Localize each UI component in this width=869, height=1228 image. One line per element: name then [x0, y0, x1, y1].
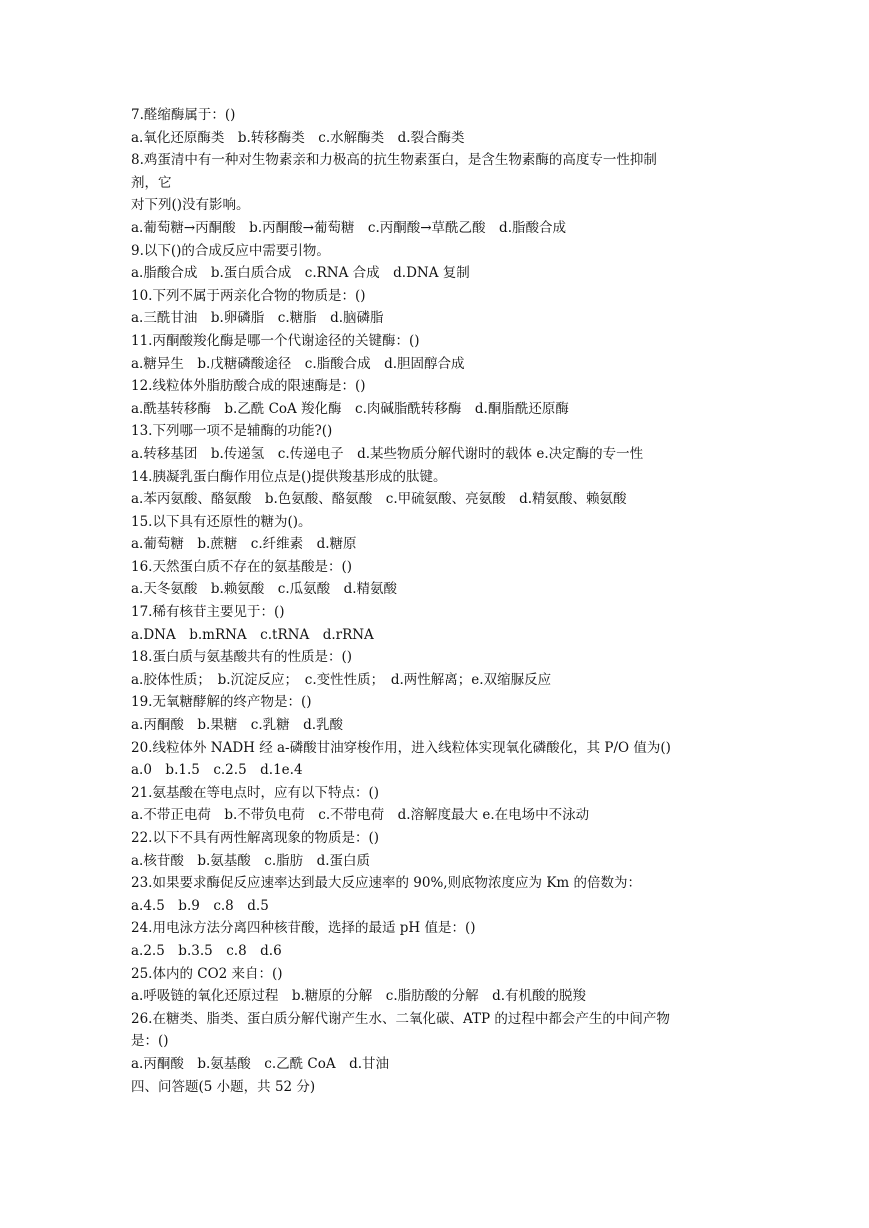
question-23: 23.如果要求酶促反应速率达到最大反应速率的 90%,则底物浓度应为 Km 的倍数为：: [131, 875, 642, 892]
question-11: 11.丙酮酸羧化酶是哪一个代谢途径的关键酶：(): [131, 332, 420, 349]
options-26: a.丙酮酸 b.氨基酸 c.乙酰 CoA d.甘油: [131, 1055, 390, 1072]
options-9: a.脂酸合成 b.蛋白质合成 c.RNA 合成 d.DNA 复制: [131, 265, 470, 282]
options-24: a.2.5 b.3.5 c.8 d.6: [131, 942, 282, 959]
options-10: a.三酰甘油 b.卵磷脂 c.糖脂 d.脑磷脂: [131, 310, 384, 327]
question-8-cont-1: 剂，它: [131, 174, 172, 191]
question-10: 10.下列不属于两亲化合物的物质是：(): [131, 287, 366, 304]
question-8: 8.鸡蛋清中有一种对生物素亲和力极高的抗生物素蛋白，是含生物素酶的高度专一性抑制: [131, 152, 657, 169]
question-18: 18.蛋白质与氨基酸共有的性质是：(): [131, 649, 353, 666]
question-20: 20.线粒体外 NADH 经 a-磷酸甘油穿梭作用，进入线粒体实现氧化磷酸化，其 P/O 值为(): [131, 739, 671, 756]
question-19: 19.无氧糖酵解的终产物是：(): [131, 694, 312, 711]
section-heading: 四、问答题(5 小题，共 52 分): [131, 1078, 316, 1095]
options-11: a.糖异生 b.戊糖磷酸途径 c.脂酸合成 d.胆固醇合成: [131, 355, 465, 372]
options-16: a.天冬氨酸 b.赖氨酸 c.瓜氨酸 d.精氨酸: [131, 581, 398, 598]
options-18: a.胶体性质； b.沉淀反应； c.变性性质； d.两性解离；e.双缩脲反应: [131, 671, 552, 688]
question-26: 26.在糖类、脂类、蛋白质分解代谢产生水、二氧化碳、ATP 的过程中都会产生的中间产物: [131, 1010, 670, 1027]
question-16: 16.天然蛋白质不存在的氨基酸是：(): [131, 558, 353, 575]
options-25: a.呼吸链的氧化还原过程 b.糖原的分解 c.脂肪酸的分解 d.有机酸的脱羧: [131, 988, 587, 1005]
options-21: a.不带正电荷 b.不带负电荷 c.不带电荷 d.溶解度最大 e.在电场中不泳动: [131, 807, 590, 824]
options-20: a.0 b.1.5 c.2.5 d.1e.4: [131, 762, 303, 779]
question-14: 14.胰凝乳蛋白酶作用位点是()提供羧基形成的肽键。: [131, 468, 447, 485]
options-22: a.核苷酸 b.氨基酸 c.脂肪 d.蛋白质: [131, 852, 371, 869]
question-15: 15.以下具有还原性的糖为()。: [131, 513, 312, 530]
options-15: a.葡萄糖 b.蔗糖 c.纤维素 d.糖原: [131, 536, 357, 553]
question-9: 9.以下()的合成反应中需要引物。: [131, 242, 330, 259]
question-list: [131, 104, 791, 1098]
options-19: a.丙酮酸 b.果糖 c.乳糖 d.乳酸: [131, 717, 344, 734]
question-25: 25.体内的 CO2 来自：(): [131, 965, 283, 982]
question-17: 17.稀有核苷主要见于：(): [131, 604, 285, 621]
options-17: a.DNA b.mRNA c.tRNA d.rRNA: [131, 626, 374, 643]
question-8-cont-2: 对下列()没有影响。: [131, 197, 250, 214]
options-14: a.苯丙氨酸、酪氨酸 b.色氨酸、酪氨酸 c.甲硫氨酸、亮氨酸 d.精氨酸、赖氨酸: [131, 491, 627, 508]
question-12: 12.线粒体外脂肪酸合成的限速酶是：(): [131, 378, 366, 395]
question-24: 24.用电泳方法分离四种核苷酸，选择的最适 pH 值是：(): [131, 920, 476, 937]
question-21: 21.氨基酸在等电点时，应有以下特点：(): [131, 784, 380, 801]
options-13: a.转移基团 b.传递氢 c.传递电子 d.某些物质分解代谢时的载体 e.决定酶的专一性: [131, 445, 644, 462]
options-12: a.酰基转移酶 b.乙酰 CoA 羧化酶 c.肉碱脂酰转移酶 d.酮脂酰还原酶: [131, 400, 569, 417]
options-8: a.葡萄糖→丙酮酸 b.丙酮酸→葡萄糖 c.丙酮酸→草酰乙酸 d.脂酸合成: [131, 219, 566, 236]
question-7: 7.醛缩酶属于：(): [131, 107, 236, 123]
question-26-cont: 是：(): [131, 1033, 169, 1050]
question-22: 22.以下不具有两性解离现象的物质是：(): [131, 830, 380, 846]
question-13: 13.下列哪一项不是辅酶的功能?(): [131, 423, 333, 440]
options-7: a.氧化还原酶类 b.转移酶类 c.水解酶类 d.裂合酶类: [131, 129, 465, 146]
options-23: a.4.5 b.9 c.8 d.5: [131, 897, 269, 914]
